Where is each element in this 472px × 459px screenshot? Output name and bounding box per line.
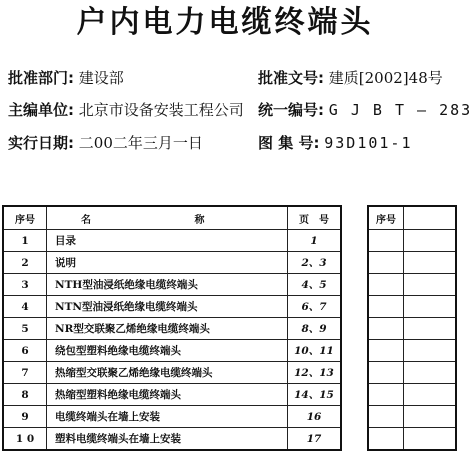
- table-header-row: [3, 206, 341, 230]
- continuation-table: [367, 205, 457, 451]
- effective-date: [8, 134, 203, 152]
- table-row: [368, 252, 456, 274]
- header-name-left: 名: [81, 214, 91, 226]
- approval-dept-label: 批准部门:: [8, 69, 74, 87]
- row-name: 目录: [47, 230, 288, 252]
- effective-date-value: 二00二年三月一日: [78, 134, 203, 152]
- row-page: 16: [288, 406, 342, 428]
- row-name: NTN型油浸纸绝缘电缆终端头: [47, 296, 288, 318]
- row-page: 8、9: [288, 318, 342, 340]
- table-row: [368, 318, 456, 340]
- row-page: 12、13: [288, 362, 342, 384]
- row-no: 5: [3, 318, 47, 340]
- approval-dept-value: 建设部: [78, 69, 124, 87]
- table-row: [3, 318, 341, 340]
- table-row: [3, 362, 341, 384]
- header-name: [47, 206, 288, 230]
- table-row: [3, 274, 341, 296]
- header-name: [404, 206, 457, 230]
- header-page: 页 号: [288, 206, 342, 230]
- unified-no-value: G J B T — 283: [328, 101, 472, 119]
- contents-table: [2, 205, 342, 451]
- row-no: 4: [3, 296, 47, 318]
- row-page: 17: [288, 428, 342, 451]
- table-row: [368, 406, 456, 428]
- row-no: 6: [3, 340, 47, 362]
- atlas-no-value: 93D101-1: [324, 134, 413, 152]
- page-title: 户内电力电缆终端头: [76, 5, 374, 40]
- header-no: 序号: [368, 206, 404, 230]
- header-name-right: 称: [194, 214, 205, 226]
- row-page: 10、11: [288, 340, 342, 362]
- table-row: [3, 428, 341, 451]
- row-page: 1: [288, 230, 342, 252]
- editor-unit: [8, 101, 244, 119]
- row-no: 8: [3, 384, 47, 406]
- approval-dept: [8, 69, 124, 87]
- table-header-row: [368, 206, 456, 230]
- atlas-number: [258, 134, 412, 152]
- row-no: 9: [3, 406, 47, 428]
- table-row: [368, 362, 456, 384]
- row-name: 绕包型塑料绝缘电缆终端头: [47, 340, 288, 362]
- row-name: NR型交联聚乙烯绝缘电缆终端头: [47, 318, 288, 340]
- table-row: [3, 252, 341, 274]
- row-name: 电缆终端头在墙上安装: [47, 406, 288, 428]
- table-row: [3, 296, 341, 318]
- row-name: 热缩型交联聚乙烯绝缘电缆终端头: [47, 362, 288, 384]
- row-name: 说明: [47, 252, 288, 274]
- row-no: 1: [3, 230, 47, 252]
- editor-value: 北京市设备安装工程公司: [78, 101, 244, 119]
- row-name: 塑料电缆终端头在墙上安装: [47, 428, 288, 451]
- table-row: [368, 230, 456, 252]
- atlas-no-label: 图 集 号:: [258, 134, 320, 152]
- table-row: [368, 296, 456, 318]
- row-page: 14、15: [288, 384, 342, 406]
- editor-label: 主编单位:: [8, 101, 74, 119]
- row-page: 6、7: [288, 296, 342, 318]
- unified-number: [258, 101, 472, 119]
- approval-doc-value: 建质[2002]48号: [328, 69, 443, 87]
- row-no: 3: [3, 274, 47, 296]
- table-row: [3, 406, 341, 428]
- approval-doc-label: 批准文号:: [258, 69, 324, 87]
- row-name: NTH型油浸纸绝缘电缆终端头: [47, 274, 288, 296]
- table-row: [3, 384, 341, 406]
- effective-date-label: 实行日期:: [8, 134, 74, 152]
- table-row: [3, 340, 341, 362]
- row-name: 热缩型塑料绝缘电缆终端头: [47, 384, 288, 406]
- table-row: [368, 428, 456, 451]
- table-row: [368, 384, 456, 406]
- approval-doc: [258, 69, 443, 87]
- row-no: 2: [3, 252, 47, 274]
- unified-no-label: 统一编号:: [258, 101, 324, 119]
- row-page: 4、5: [288, 274, 342, 296]
- header-no: 序号: [3, 206, 47, 230]
- row-no: 1 0: [3, 428, 47, 451]
- row-page: 2、3: [288, 252, 342, 274]
- table-row: [368, 274, 456, 296]
- table-row: [368, 340, 456, 362]
- table-row: [3, 230, 341, 252]
- row-no: 7: [3, 362, 47, 384]
